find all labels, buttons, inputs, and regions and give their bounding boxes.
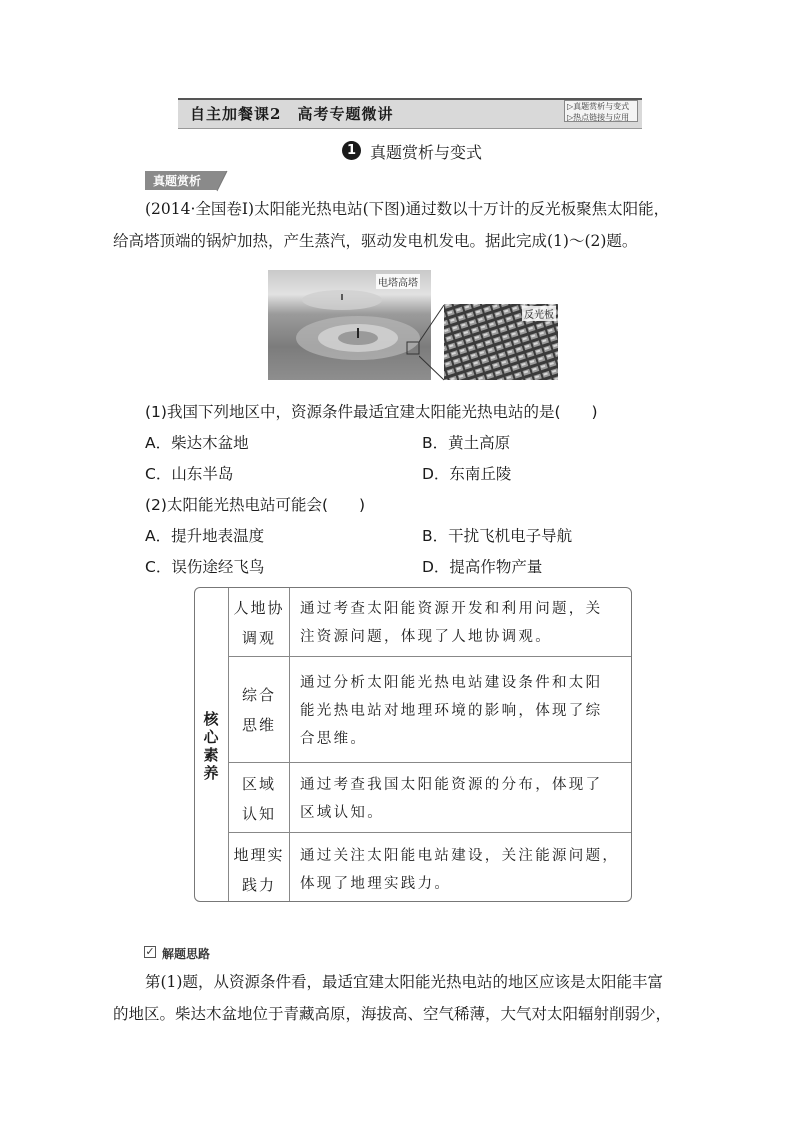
thinking-line-1: 第(1)题，从资源条件看，最适宜建太阳能光热电站的地区应该是太阳能丰富 [145,973,663,991]
q1-option-a[interactable]: A．柴达木盆地 [145,434,249,452]
table-row-2-category [229,680,289,740]
solar-plant-photo [268,270,431,380]
question-2-stem: (2)太阳能光热电站可能会( ) [145,496,366,514]
panel-label: 反光板 [522,306,556,321]
desc-line: 能光热电站对地理环境的影响，体现了综 [300,703,603,719]
category-line: 综合 [241,686,276,704]
nav-item-analysis[interactable]: ▷真题赏析与变式 [567,102,630,111]
desc-line: 通过分析太阳能光热电站建设条件和太阳 [300,675,603,691]
category-line: 践力 [241,876,276,894]
tag-corner-line [215,170,235,192]
table-divider-2 [289,588,290,901]
tag-label: 真题赏析 [153,174,202,188]
intro-line-2: 给高塔顶端的锅炉加热，产生蒸汽，驱动发电机发电。据此完成(1)～(2)题。 [113,232,638,250]
category-line: 人地协 [233,599,285,617]
desc-line: 通过考查我国太阳能资源的分布，体现了 [300,777,603,793]
section-nav [564,100,638,122]
q1-option-c[interactable]: C．山东半岛 [145,465,234,483]
table-row-2-desc [300,669,630,753]
category-line: 区域 [241,775,276,793]
q2-option-d[interactable]: D．提高作物产量 [422,558,543,576]
q2-option-a[interactable]: A．提升地表温度 [145,527,265,545]
table-row-1-desc [300,595,630,651]
intro-line-1: (2014·全国卷Ⅰ)太阳能光热电站(下图)通过数以十万计的反光板聚焦太阳能， [145,200,670,218]
table-row-1-category [229,593,289,653]
desc-line: 区域认知。 [300,805,384,821]
question-1-stem: (1)我国下列地区中，资源条件最适宜建太阳能光热电站的是( ) [145,403,598,421]
q2-option-b[interactable]: B．干扰飞机电子导航 [422,527,573,545]
thinking-label: 解题思路 [162,947,211,961]
tower-label: 电塔高塔 [376,274,420,289]
core-literacy-label: 核 心 素 养 [203,710,219,782]
desc-line: 合思维。 [300,731,368,747]
table-row-divider-2 [229,762,631,763]
lesson-title: 自主加餐课2 高考专题微讲 [190,105,394,123]
category-line: 调观 [241,629,276,647]
table-row-3-category [229,769,289,829]
checkbox-icon: ✓ [145,945,155,958]
table-row-divider-1 [229,656,631,657]
q1-option-d[interactable]: D．东南丘陵 [422,465,512,483]
desc-line: 体现了地理实践力。 [300,876,452,892]
table-row-divider-3 [229,832,631,833]
category-line: 地理实 [233,846,285,864]
zoom-connector-lines [419,304,445,384]
table-row-4-desc [300,842,630,898]
desc-line: 通过考查太阳能资源开发和利用问题，关 [300,601,603,617]
desc-line: 通过关注太阳能电站建设，关注能源问题， [300,848,620,864]
q1-option-b[interactable]: B．黄土高原 [422,434,511,452]
nav-item-hotspot[interactable]: ▷热点链接与应用 [567,113,630,122]
q2-option-c[interactable]: C．误伤途经飞鸟 [145,558,265,576]
thinking-line-2: 的地区。柴达木盆地位于青藏高原，海拔高、空气稀薄，大气对太阳辐射削弱少， [113,1005,672,1023]
section-number-badge: 1 [342,141,361,160]
table-row-4-category [229,840,289,900]
reflector-panel-photo [444,304,558,380]
category-line: 思维 [241,716,276,734]
section-title: 真题赏析与变式 [370,143,483,162]
table-row-3-desc [300,771,630,827]
category-line: 认知 [241,805,276,823]
desc-line: 注资源问题，体现了人地协调观。 [300,629,552,645]
